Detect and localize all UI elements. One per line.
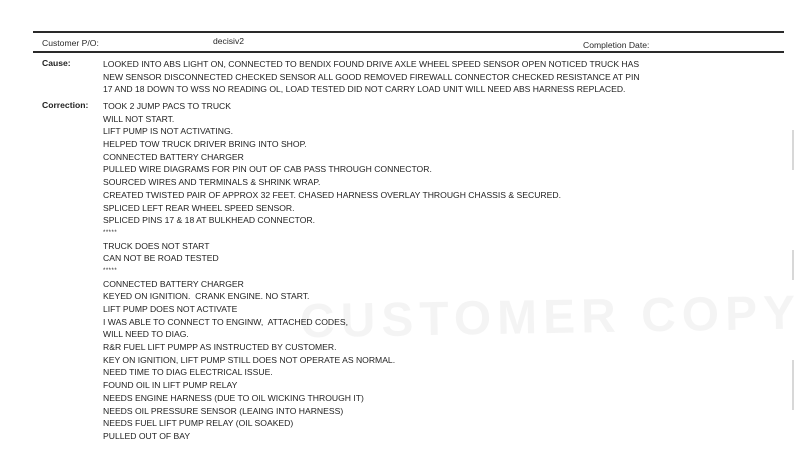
text-line: NEW SENSOR DISCONNECTED CHECKED SENSOR ALL GOOD REMOVED FIREWALL CONNECTOR CHECKED RESISTANCE AT PIN <box>103 71 640 82</box>
text-line: SPLICED LEFT REAR WHEEL SPEED SENSOR. <box>103 202 295 213</box>
text-line: TOOK 2 JUMP PACS TO TRUCK <box>103 101 231 111</box>
text-line: PULLED OUT OF BAY <box>103 430 191 441</box>
text-line: 17 AND 18 DOWN TO WSS NO READING OL, LOAD TESTED DID NOT CARRY LOAD UNIT WILL NEED ABS HARNESS REPLACED. <box>103 84 626 95</box>
completion-date-label: Completion Date: <box>583 40 650 50</box>
scan-edge-mark <box>792 130 794 170</box>
cause-text <box>103 58 640 96</box>
text-line: NEED TIME TO DIAG ELECTRICAL ISSUE. <box>103 367 273 378</box>
header-bottom-rule <box>33 51 784 53</box>
cause-label: Cause: <box>42 58 71 68</box>
scan-edge-mark <box>792 250 794 280</box>
text-line: NEEDS OIL PRESSURE SENSOR (LEAING INTO HARNESS) <box>103 405 344 416</box>
text-line: LOOKED INTO ABS LIGHT ON, CONNECTED TO BENDIX FOUND DRIVE AXLE WHEEL SPEED SENSOR OPEN NOTICED TRUCK HAS <box>103 59 640 69</box>
text-line: WILL NEED TO DIAG. <box>103 329 189 340</box>
text-line: LIFT PUMP IS NOT ACTIVATING. <box>103 126 234 137</box>
scan-edge-mark <box>792 360 794 410</box>
text-line: PULLED WIRE DIAGRAMS FOR PIN OUT OF CAB PASS THROUGH CONNECTOR. <box>103 164 432 175</box>
text-line: CAN NOT BE ROAD TESTED <box>103 253 219 264</box>
text-line: SPLICED PINS 17 & 18 AT BULKHEAD CONNECTOR. <box>103 215 316 226</box>
text-line: I WAS ABLE TO CONNECT TO ENGINW, ATTACHED CODES, <box>103 316 348 327</box>
customer-po-label: Customer P/O: <box>42 38 99 48</box>
text-line: R&R FUEL LIFT PUMPP AS INSTRUCTED BY CUSTOMER. <box>103 342 337 353</box>
text-line: TRUCK DOES NOT START <box>103 240 210 251</box>
text-line: FOUND OIL IN LIFT PUMP RELAY <box>103 380 238 391</box>
text-line: KEYED ON IGNITION. CRANK ENGINE. NO START. <box>103 291 310 302</box>
customer-po-value: decisiv2 <box>213 36 245 46</box>
separator-stars: ***** <box>103 267 118 274</box>
header-top-rule <box>33 31 784 33</box>
text-line: KEY ON IGNITION, LIFT PUMP STILL DOES NOT OPERATE AS NORMAL. <box>103 354 396 365</box>
correction-label: Correction: <box>42 100 89 110</box>
correction-text <box>103 100 561 443</box>
text-line: SOURCED WIRES AND TERMINALS & SHRINK WRAP. <box>103 177 321 188</box>
text-line: CONNECTED BATTERY CHARGER <box>103 151 244 162</box>
text-line: NEEDS FUEL LIFT PUMP RELAY (OIL SOAKED) <box>103 418 294 429</box>
text-line: LIFT PUMP DOES NOT ACTIVATE <box>103 304 238 314</box>
text-line: WILL NOT START. <box>103 113 175 124</box>
text-line: NEEDS ENGINE HARNESS (DUE TO OIL WICKING THROUGH IT) <box>103 392 364 403</box>
text-line: HELPED TOW TRUCK DRIVER BRING INTO SHOP. <box>103 139 307 150</box>
text-line: CREATED TWISTED PAIR OF APPROX 32 FEET. CHASED HARNESS OVERLAY THROUGH CHASSIS & SECURED. <box>103 189 561 200</box>
text-line: CONNECTED BATTERY CHARGER <box>103 278 244 289</box>
separator-stars: ***** <box>103 229 118 236</box>
